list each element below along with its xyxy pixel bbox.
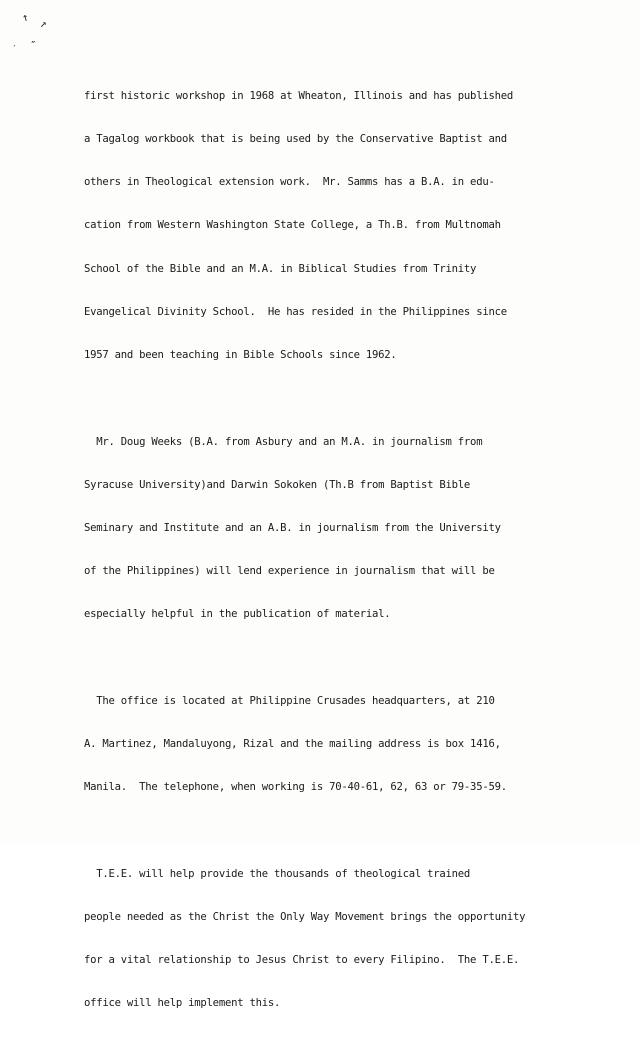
text-line: people needed as the Christ the Only Way Movement brings the opportunity [84,910,526,923]
paragraph [84,838,604,1040]
text-line: a Tagalog workbook that is being used by the Conservative Baptist and [84,133,507,146]
text-line: Evangelical Divinity School. He has resided in the Philippines since [84,305,507,318]
text-line: for a vital relationship to Jesus Christ to every Filipino. The T.E.E. [84,954,520,967]
paragraph [84,665,604,823]
text-line: first historic workshop in 1968 at Wheaton, Illinois and has published [84,89,513,102]
text-line: Mr. Doug Weeks (B.A. from Asbury and an M.A. in journalism from [84,435,483,448]
handwritten-mark: ″ [30,39,37,52]
text-line: Seminary and Institute and an A.B. in journalism from the University [84,521,501,534]
paragraph [84,60,604,391]
text-line: 1957 and been teaching in Bible Schools since 1962. [84,349,397,362]
text-line: School of the Bible and an M.A. in Biblical Studies from Trinity [84,262,477,275]
text-line: Manila. The telephone, when working is 70-40-61, 62, 63 or 79-35-59. [84,781,507,794]
text-line: Syracuse University)and Darwin Sokoken (Th.B from Baptist Bible [84,478,471,491]
text-line: office will help implement this. [84,997,281,1010]
text-line: cation from Western Washington State College, a Th.B. from Multnomah [84,219,501,232]
paragraph [84,406,604,651]
handwritten-mark: ˏ [12,37,17,46]
text-line: The office is located at Philippine Crusades headquarters, at 210 [84,694,495,707]
text-line: of the Philippines) will lend experience in journalism that will be [84,565,495,578]
text-line: T.E.E. will help provide the thousands of theological trained [84,867,471,880]
handwritten-mark: ↗ [40,17,47,30]
text-line: A. Martinez, Mandaluyong, Rizal and the mailing address is box 1416, [84,738,501,751]
text-line: others in Theological extension work. Mr. Samms has a B.A. in edu- [84,176,495,189]
handwritten-mark: ↑ [20,10,31,25]
document-body [84,60,604,1054]
text-line: especially helpful in the publication of material. [84,608,391,621]
